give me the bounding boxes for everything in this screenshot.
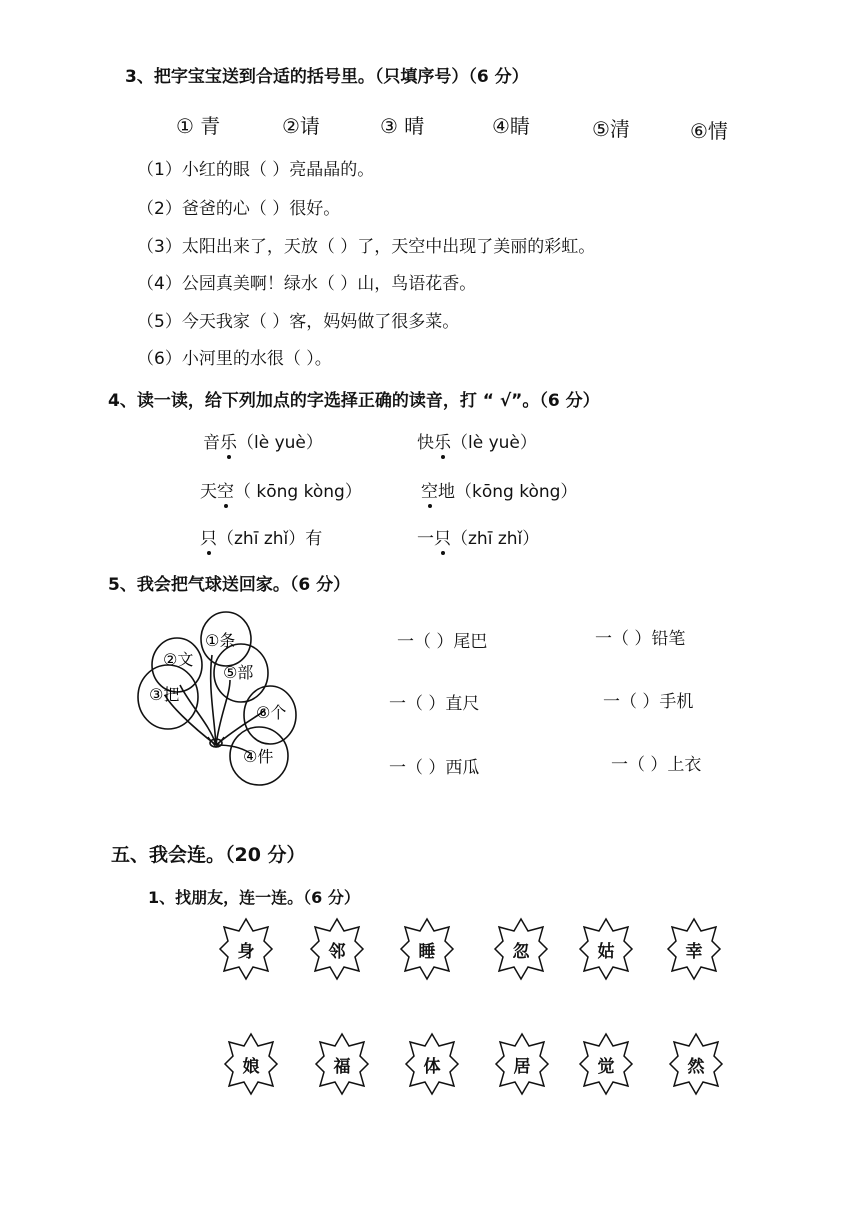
q3-sentence-4: （4）公园真美啊！绿水（ ）山，鸟语花香。 bbox=[137, 274, 477, 294]
balloon-label-5: ⑤部 bbox=[223, 663, 254, 682]
q4-title: 4、读一读，给下列加点的字选择正确的读音，打 “ √”。（6 分） bbox=[108, 391, 600, 411]
balloon-label-2: ②文 bbox=[163, 650, 194, 669]
measure-word-blank-4: 一（ ）手机 bbox=[603, 692, 694, 712]
measure-word-blank-6: 一（ ）上衣 bbox=[611, 755, 702, 775]
top-star-char: 幸 bbox=[685, 941, 703, 962]
q3-option-6: ⑥情 bbox=[690, 119, 728, 143]
top-star-3[interactable] bbox=[399, 917, 455, 981]
balloon-label-3: ③把 bbox=[149, 685, 180, 704]
top-star-char: 身 bbox=[237, 941, 255, 962]
section5-title: 五、我会连。（20 分） bbox=[111, 844, 306, 866]
q4-item-4 bbox=[421, 477, 577, 502]
q3-sentence-2: （2）爸爸的心（ ）很好。 bbox=[137, 199, 341, 219]
q3-sentence-1: （1）小红的眼（ ）亮晶晶的。 bbox=[137, 160, 375, 180]
top-star-5[interactable] bbox=[578, 917, 634, 981]
q4-item-5-dotted-char: 只 bbox=[200, 524, 217, 549]
bottom-star-char: 福 bbox=[333, 1056, 351, 1077]
q3-option-4: ④睛 bbox=[492, 114, 530, 138]
q3-sentence-6: （6）小河里的水很（ ）。 bbox=[137, 349, 332, 369]
q4-item-2-dotted-char: 乐 bbox=[434, 428, 451, 453]
balloon-label-1: ①条 bbox=[205, 631, 236, 650]
measure-word-blank-3: 一（ ）直尺 bbox=[389, 694, 480, 714]
bottom-star-char: 觉 bbox=[597, 1056, 615, 1077]
bottom-star-char: 娘 bbox=[242, 1056, 260, 1077]
q4-item-3 bbox=[200, 477, 362, 502]
q4-item-3-pinyin: （ kōng kòng） bbox=[234, 482, 362, 502]
q4-item-3-pre: 天 bbox=[200, 482, 217, 502]
top-star-1[interactable] bbox=[218, 917, 274, 981]
top-star-4[interactable] bbox=[493, 917, 549, 981]
balloon-bunch bbox=[130, 605, 310, 795]
q3-option-3: ③ 晴 bbox=[380, 114, 425, 138]
top-star-char: 睡 bbox=[418, 941, 436, 962]
bottom-star-4[interactable] bbox=[494, 1032, 550, 1096]
q4-item-6-pre: 一 bbox=[417, 529, 434, 549]
q3-option-5: ⑤清 bbox=[592, 117, 630, 141]
top-star-char: 忽 bbox=[512, 941, 530, 962]
bottom-star-2[interactable] bbox=[314, 1032, 370, 1096]
q4-item-5 bbox=[200, 524, 322, 549]
q4-item-2 bbox=[417, 428, 537, 453]
balloon-label-4: ④件 bbox=[243, 747, 274, 766]
q3-title: 3、把字宝宝送到合适的括号里。（只填序号）（6 分） bbox=[125, 67, 529, 87]
q5-title: 5、我会把气球送回家。（6 分） bbox=[108, 575, 351, 595]
bottom-star-char: 然 bbox=[687, 1056, 705, 1077]
q3-option-2: ②请 bbox=[282, 114, 320, 138]
top-star-2[interactable] bbox=[309, 917, 365, 981]
q4-item-4-pinyin: 地（kōng kòng） bbox=[438, 482, 578, 502]
q4-item-2-pre: 快 bbox=[417, 433, 434, 453]
q4-item-1-pinyin: （lè yuè） bbox=[237, 433, 323, 453]
measure-word-blank-2: 一（ ）铅笔 bbox=[595, 629, 686, 649]
measure-word-blank-1: 一（ ）尾巴 bbox=[397, 632, 488, 652]
top-star-6[interactable] bbox=[666, 917, 722, 981]
q3-sentence-3: （3）太阳出来了，天放（ ）了，天空中出现了美丽的彩虹。 bbox=[137, 237, 596, 257]
q4-item-6-pinyin: （zhī zhǐ） bbox=[451, 529, 540, 549]
bottom-star-6[interactable] bbox=[668, 1032, 724, 1096]
q4-item-1 bbox=[203, 428, 323, 453]
balloon-label-6: ⑥个 bbox=[256, 703, 287, 722]
bottom-star-char: 体 bbox=[423, 1056, 441, 1077]
bottom-star-5[interactable] bbox=[578, 1032, 634, 1096]
q4-item-1-dotted-char: 乐 bbox=[220, 428, 237, 453]
bottom-star-1[interactable] bbox=[223, 1032, 279, 1096]
q3-sentence-5: （5）今天我家（ ）客，妈妈做了很多菜。 bbox=[137, 312, 460, 332]
bottom-star-3[interactable] bbox=[404, 1032, 460, 1096]
q3-option-1: ① 青 bbox=[176, 114, 221, 138]
q4-item-3-dotted-char: 空 bbox=[217, 477, 234, 502]
top-star-char: 姑 bbox=[597, 941, 615, 962]
q4-item-6 bbox=[417, 524, 539, 549]
q4-item-5-pinyin: （zhī zhǐ）有 bbox=[217, 529, 323, 549]
q4-item-1-pre: 音 bbox=[203, 433, 220, 453]
measure-word-blank-5: 一（ ）西瓜 bbox=[389, 758, 480, 778]
bottom-star-char: 居 bbox=[513, 1056, 531, 1077]
q4-item-2-pinyin: （lè yuè） bbox=[451, 433, 537, 453]
q4-item-6-dotted-char: 只 bbox=[434, 524, 451, 549]
top-star-char: 邻 bbox=[328, 941, 346, 962]
q4-item-4-dotted-char: 空 bbox=[421, 477, 438, 502]
section5-subtitle: 1、找朋友，连一连。（6 分） bbox=[148, 888, 360, 907]
